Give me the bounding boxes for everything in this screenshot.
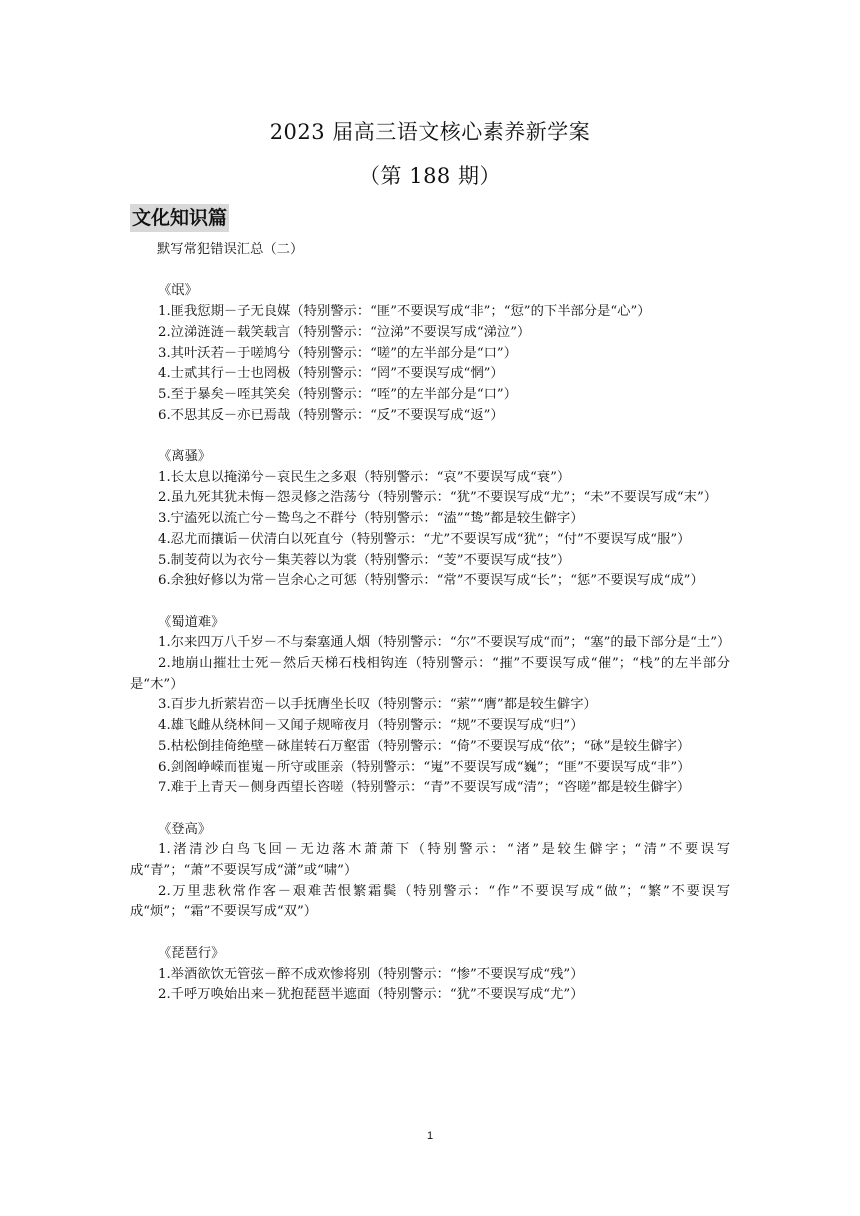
document-title: 2023 届高三语文核心素养新学案 bbox=[269, 120, 591, 144]
poem-line: 3.其叶沃若－于嗟鸠兮（特别警示：“嗟”的左半部分是“口”） bbox=[158, 345, 518, 361]
poem-block bbox=[130, 281, 730, 426]
issue-number: （第 188 期） bbox=[359, 164, 501, 188]
poem-line: 5.枯松倒挂倚绝壁－砯崖转石万壑雷（特别警示：“倚”不要误写成“依”；“砯”是较生僻字） bbox=[158, 738, 691, 754]
poem-line: 6.剑阁峥嵘而崔嵬－所守或匪亲（特别警示：“嵬”不要误写成“巍”；“匪”不要误写成“非”） bbox=[158, 759, 691, 775]
poem-line: 6.不思其反－亦已焉哉（特别警示：“反”不要误写成“返”） bbox=[158, 407, 504, 423]
poem-line: 5.制芰荷以为衣兮－集芙蓉以为裳（特别警示：“芰”不要误写成“技”） bbox=[158, 552, 571, 568]
poem-line: 3.百步九折萦岩峦－以手抚膺坐长叹（特别警示：“萦”“膺”都是较生僻字） bbox=[158, 697, 597, 713]
poem-title: 《蜀道难》 bbox=[158, 614, 225, 630]
poem-line: 2.地崩山摧壮士死－然后天梯石栈相钩连（特别警示：“摧”不要误写成“催”；“栈”的左半部分是“木”） bbox=[130, 656, 730, 692]
poem-line: 1.举酒欲饮无管弦－醉不成欢惨将别（特别警示：“惨”不要误写成“残”） bbox=[158, 966, 584, 982]
poem-block bbox=[130, 820, 730, 924]
poem-line: 1.渚清沙白鸟飞回－无边落木萧萧下（特别警示：“渚”是较生僻字；“清”不要误写成“青”；“萧”不要误写成“潇”或“啸”） bbox=[130, 842, 730, 879]
poem-title: 《琵琶行》 bbox=[158, 945, 225, 961]
poem-line: 1.尔来四万八千岁－不与秦塞通人烟（特别警示：“尔”不要误写成“而”；“塞”的最下部分是“土”） bbox=[158, 635, 731, 651]
poem-line: 1.长太息以掩涕兮－哀民生之多艰（特别警示：“哀”不要误写成“衰”） bbox=[158, 469, 571, 485]
subtitle: 默写常犯错误汇总（二） bbox=[157, 242, 304, 257]
poem-line: 5.至于暴矣－咥其笑矣（特别警示：“咥”的左半部分是“口”） bbox=[158, 386, 518, 402]
poem-line: 2.万里悲秋常作客－艰难苦恨繁霜鬓（特别警示：“作”不要误写成“做”；“繁”不要误写成“烦”；“霜”不要误写成“双”） bbox=[130, 883, 730, 920]
poem-line: 4.忍尤而攘诟－伏清白以死直兮（特别警示：“尤”不要误写成“犹”；“付”不要误写成“服”） bbox=[158, 531, 691, 547]
poem-line: 1.匪我愆期－子无良媒（特别警示：“匪”不要误写成“非”；“愆”的下半部分是“心”） bbox=[158, 304, 651, 320]
poem-line: 4.士贰其行－士也罔极（特别警示：“罔”不要误写成“惘”） bbox=[158, 366, 504, 382]
poem-title: 《氓》 bbox=[158, 283, 198, 299]
document-body bbox=[130, 240, 730, 1006]
poem-line: 6.余独好修以为常－岂余心之可惩（特别警示：“常”不要误写成“长”；“惩”不要误写成“成”） bbox=[158, 573, 704, 589]
poem-block bbox=[130, 944, 730, 1006]
poem-title: 《登高》 bbox=[158, 821, 212, 837]
poem-line: 4.雄飞雌从绕林间－又闻子规啼夜月（特别警示：“规”不要误写成“归”） bbox=[158, 718, 584, 734]
poem-line: 2.虽九死其犹未悔－怨灵修之浩荡兮（特别警示：“犹”不要误写成“尤”；“未”不要误写成“末”） bbox=[158, 490, 718, 506]
poem-title: 《离骚》 bbox=[158, 449, 212, 464]
section-heading: 文化知识篇 bbox=[130, 204, 229, 232]
page-number: 1 bbox=[426, 1130, 434, 1142]
poem-block bbox=[130, 447, 730, 592]
poem-line: 2.千呼万唤始出来－犹抱琵琶半遮面（特别警示：“犹”不要误写成“尤”） bbox=[158, 987, 584, 1003]
poem-line: 2.泣涕涟涟－载笑载言（特别警示：“泣涕”不要误写成“涕泣”） bbox=[158, 324, 531, 340]
poem-line: 3.宁溘死以流亡兮－鸷鸟之不群兮（特别警示：“溘”“鸷”都是较生僻字） bbox=[158, 511, 584, 527]
poem-block bbox=[130, 613, 730, 799]
poem-line: 7.难于上青天－侧身西望长咨嗟（特别警示：“青”不要误写成“清”；“咨嗟”都是较生僻字） bbox=[158, 780, 691, 796]
